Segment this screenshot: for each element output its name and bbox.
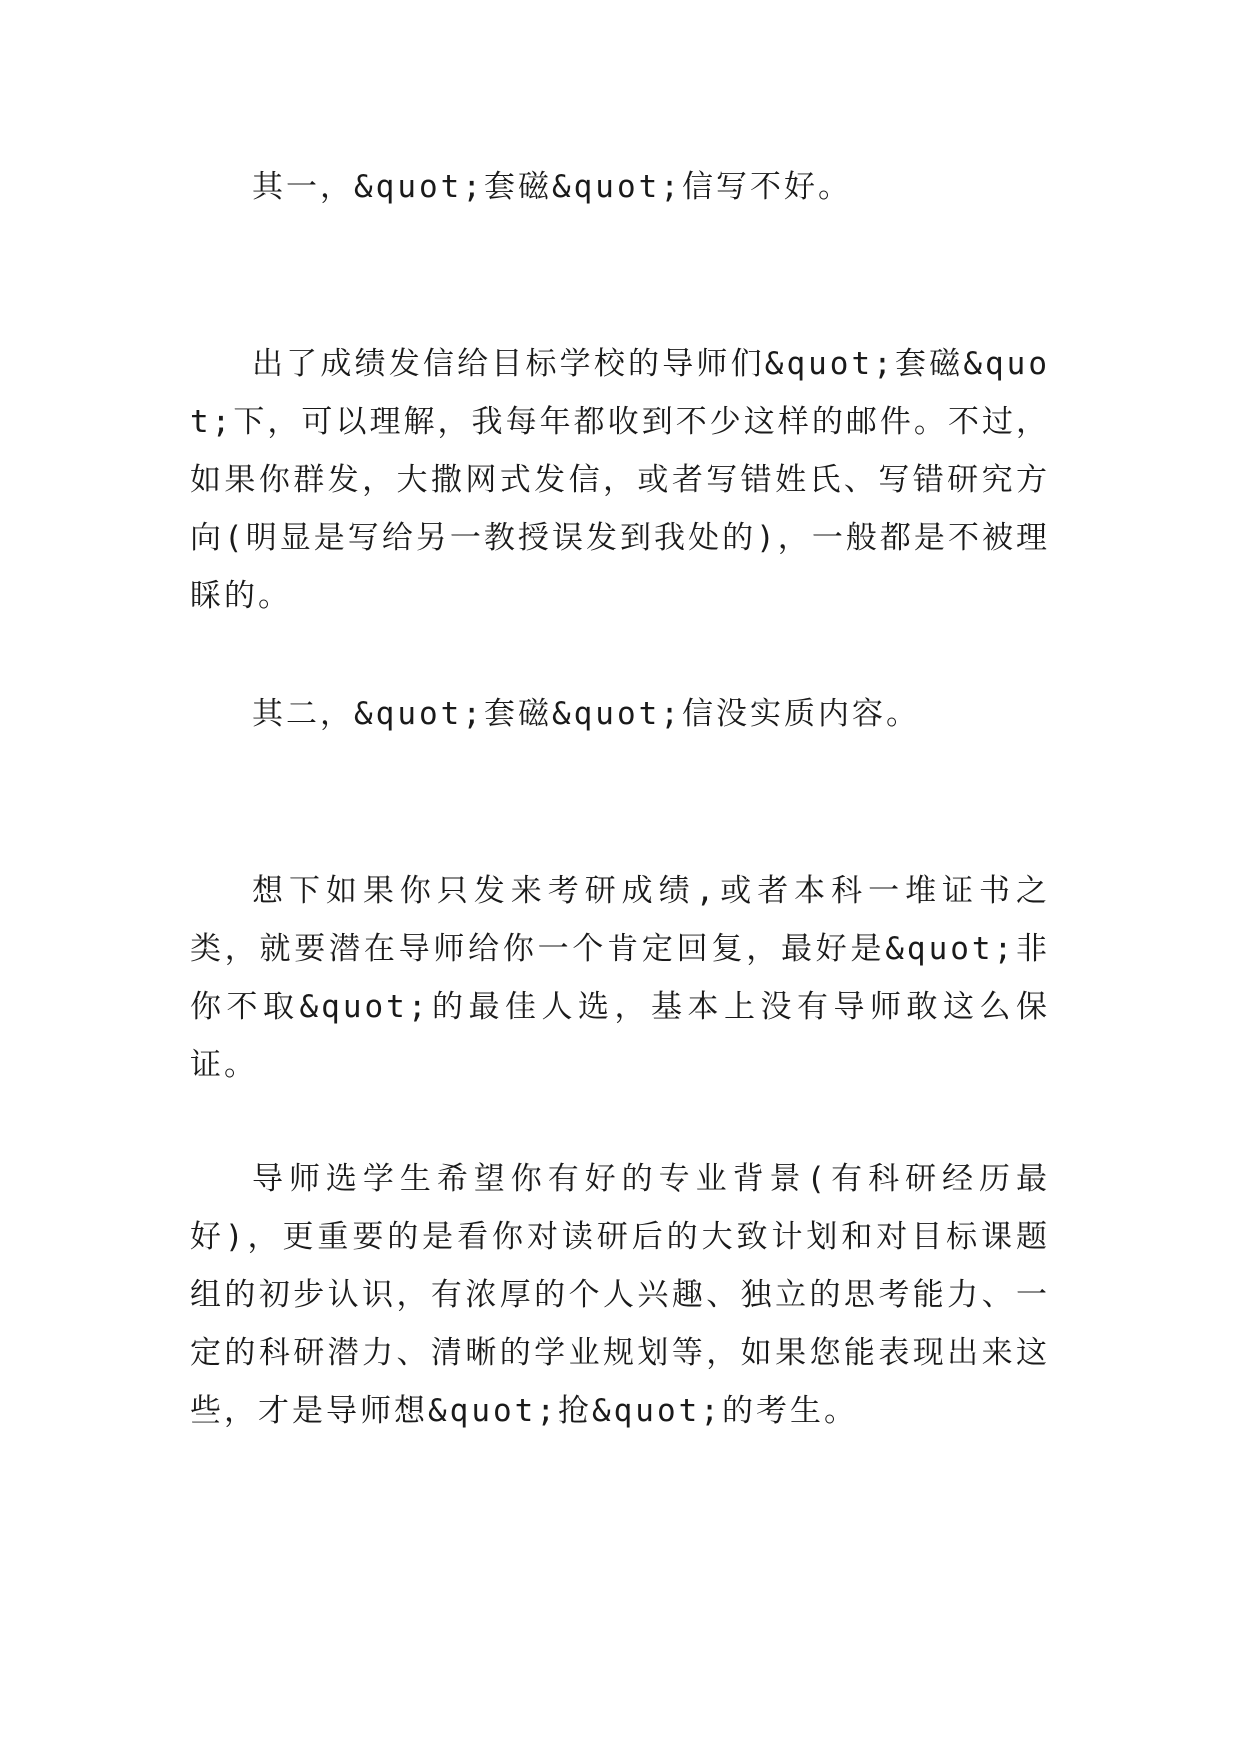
paragraph-body-one: 出了成绩发信给目标学校的导师们&quot;套磁&quot;下，可以理解，我每年都收到不少这样的邮件。不过，如果你群发，大撒网式发信，或者写错姓氏、写错研究方向(明显是写给另一教授误发到我处的)，一般都是不被理睬的。 bbox=[190, 346, 1050, 614]
paragraph-body-two: 想下如果你只发来考研成绩,或者本科一堆证书之类，就要潜在导师给你一个肯定回复，最好是&quot;非你不取&quot;的最佳人选，基本上没有导师敢这么保证。 bbox=[190, 873, 1050, 1083]
paragraph-heading-two: 其二，&quot;套磁&quot;信没实质内容。 bbox=[252, 696, 920, 732]
paragraph-heading-one: 其一，&quot;套磁&quot;信写不好。 bbox=[252, 169, 852, 205]
paragraph-body-three: 导师选学生希望你有好的专业背景(有科研经历最好)，更重要的是看你对读研后的大致计划和对目标课题组的初步认识，有浓厚的个人兴趣、独立的思考能力、一定的科研潜力、清晰的学业规划等，如果您能表现出来这些，才是导师想&quot;抢&quot;的考生。 bbox=[190, 1161, 1050, 1429]
